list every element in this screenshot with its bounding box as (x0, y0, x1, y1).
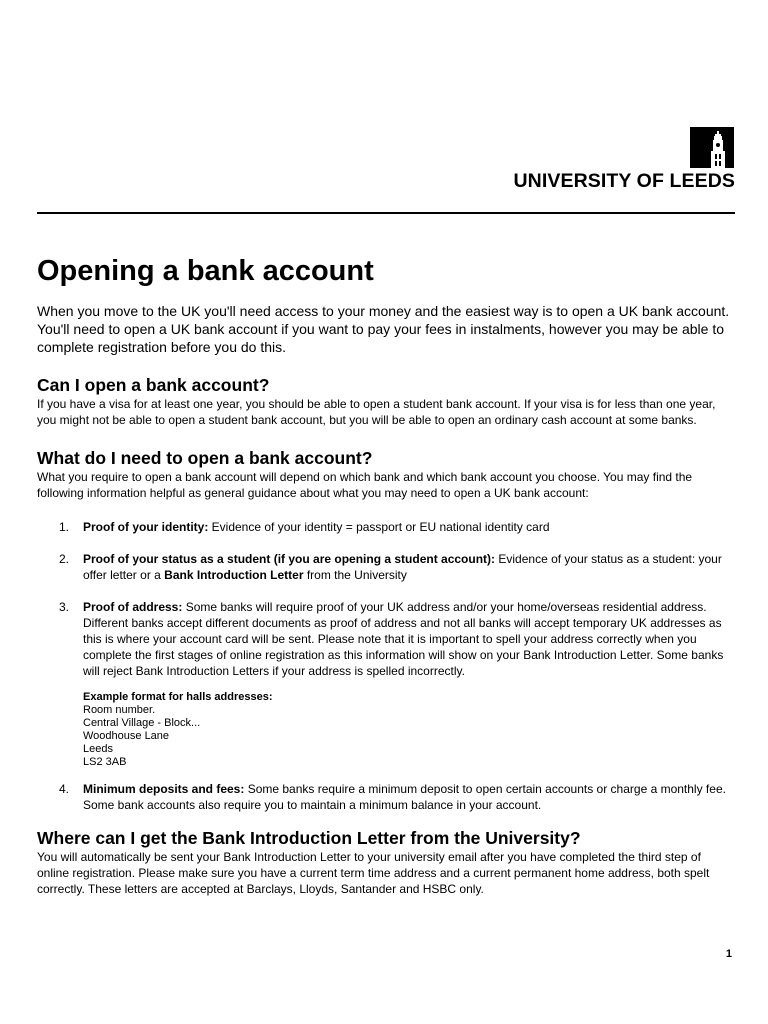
list-item-label: Minimum deposits and fees: (83, 782, 245, 796)
address-example-heading: Example format for halls addresses: (83, 691, 273, 703)
list-item-text: Evidence of your status as a student: your offer letter or a (83, 552, 722, 582)
address-line: Central Village - Block... (83, 717, 201, 729)
list-number: 1. (59, 520, 70, 534)
page-title: Opening a bank account (37, 255, 374, 287)
list-item (37, 599, 733, 769)
address-line: Room number. (83, 704, 156, 716)
tower-icon (690, 127, 734, 168)
list-item-label: Proof of your status as a student (if you are opening a student account): (83, 552, 496, 566)
section-heading: Where can I get the Bank Introduction Letter from the University? (37, 828, 581, 848)
section-heading: What do I need to open a bank account? (37, 448, 373, 468)
list-item-emphasis: Bank Introduction Letter (164, 568, 304, 582)
list-item (37, 551, 733, 583)
section-heading: Can I open a bank account? (37, 375, 270, 395)
section-body: What you require to open a bank account will depend on which bank and which bank account you choose. You may find the following information helpful as general guidance about what you may need to open a UK bank account: (37, 470, 693, 500)
list-item-text: Some banks will require proof of your UK address and/or your home/overseas residential address. Different banks accept different documents as proof of address and not all banks will accept temporary UK addresses as this is where your account card will be sent. Please note that it is important to spell your address correctly when you complete the first stages of online registration as this information will show on your Bank Introduction Letter. Some banks will reject Bank Introduction Letters if your address is spelled incorrectly. (83, 600, 724, 678)
page-number: 1 (725, 948, 732, 960)
list-item-label: Proof of address: (83, 600, 183, 614)
list-item (37, 781, 733, 813)
list-item-text: from the University (303, 568, 407, 582)
address-example (83, 691, 733, 769)
list-item-label: Proof of your identity: (83, 520, 209, 534)
address-line: Leeds (83, 743, 113, 755)
university-crest-logo (690, 127, 734, 168)
section-body: You will automatically be sent your Bank Introduction Letter to your university email after you have completed the third step of online registration. Please make sure you have a current term time address and a current permanent home address, both spelt correctly. These letters are accepted at Barclays, Lloyds, Santander and HSBC only. (37, 850, 710, 896)
list-item-text: Some banks require a minimum deposit to open certain accounts or charge a monthly fee. Some bank accounts also require you to maintain a minimum balance in your account. (83, 782, 726, 812)
address-line: Woodhouse Lane (83, 730, 170, 742)
section-can-i-open (37, 374, 737, 428)
section-where-letter (37, 827, 737, 897)
list-item-text: Evidence of your identity = passport or EU national identity card (208, 520, 550, 534)
requirements-list (37, 519, 737, 813)
intro-paragraph: When you move to the UK you'll need access to your money and the easiest way is to open a UK bank account. You'll need to open a UK bank account if you want to pay your fees in instalments, however you may be able to complete registration before you do this. (37, 303, 730, 355)
list-number: 4. (59, 782, 70, 796)
list-item (37, 519, 733, 535)
address-line: LS2 3AB (83, 756, 127, 768)
list-number: 2. (59, 552, 70, 566)
section-what-do-i-need (37, 447, 737, 813)
header-divider (37, 212, 735, 214)
section-body: If you have a visa for at least one year, you should be able to open a student bank account. If your visa is for less than one year, you might not be able to open a student bank account, but you will be able to open an ordinary cash account at some banks. (37, 397, 716, 427)
document-body (37, 250, 737, 897)
list-number: 3. (59, 600, 70, 614)
university-name: UNIVERSITY OF LEEDS (513, 170, 735, 192)
